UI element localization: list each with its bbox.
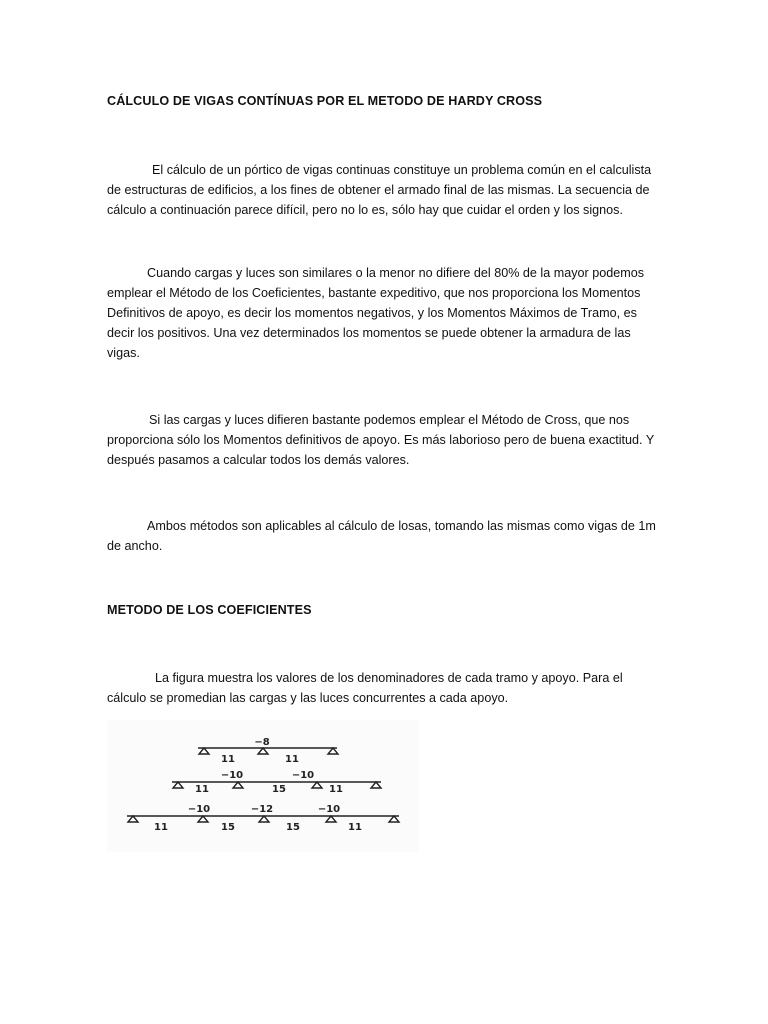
support-value: −10 bbox=[317, 804, 341, 815]
paragraph-line: Ambos métodos son aplicables al cálculo de losas, tomando las mismas como vigas de 1m bbox=[147, 519, 656, 533]
paragraph-line: El cálculo de un pórtico de vigas continuas constituye un problema común en el calculista bbox=[152, 163, 652, 177]
support-icon bbox=[371, 782, 381, 788]
paragraph-line: vigas. bbox=[107, 346, 140, 360]
support-value: −10 bbox=[291, 770, 315, 781]
support-icon bbox=[258, 748, 268, 754]
span-value: 11 bbox=[348, 822, 362, 833]
span-value: 11 bbox=[154, 822, 168, 833]
span-value: 15 bbox=[272, 784, 286, 795]
support-icon bbox=[259, 816, 269, 822]
span-value: 11 bbox=[221, 754, 235, 765]
paragraph-line: decir los positivos. Una vez determinados los momentos se puede obtener la armadura de las bbox=[107, 326, 631, 340]
support-icon bbox=[312, 782, 322, 788]
coefficients-figure bbox=[107, 720, 419, 852]
paragraph-line: cálculo a continuación parece difícil, pero no lo es, sólo hay que cuidar el orden y los signos. bbox=[107, 203, 623, 217]
support-value: −8 bbox=[254, 737, 270, 748]
support-value: −10 bbox=[187, 804, 211, 815]
paragraph-line: Si las cargas y luces difieren bastante podemos emplear el Método de Cross, que nos bbox=[149, 413, 630, 427]
support-icon bbox=[199, 748, 209, 754]
paragraph-losas bbox=[107, 516, 659, 556]
support-icon bbox=[198, 816, 208, 822]
paragraph-line: Definitivos de apoyo, es decir los momentos negativos, y los Momentos Máximos de Tramo, es bbox=[107, 306, 637, 320]
support-icon bbox=[326, 816, 336, 822]
span-value: 11 bbox=[285, 754, 299, 765]
support-icon bbox=[389, 816, 399, 822]
paragraph-line: cálculo se promedian las cargas y las luces concurrentes a cada apoyo. bbox=[107, 691, 509, 705]
span-value: 15 bbox=[221, 822, 235, 833]
paragraph-cross bbox=[107, 410, 659, 470]
paragraph-line: emplear el Método de los Coeficientes, bastante expeditivo, que nos proporciona los Momentos bbox=[107, 286, 641, 300]
paragraph-line: de ancho. bbox=[107, 539, 163, 553]
paragraph-coefficients bbox=[107, 263, 659, 363]
paragraph-line: después pasamos a calcular todos los demás valores. bbox=[107, 453, 410, 467]
coefficients-diagram bbox=[107, 720, 419, 852]
paragraph-line: proporciona sólo los Momentos definitivos de apoyo. Es más laborioso pero de buena exactitud. Y bbox=[107, 433, 655, 447]
support-value: −10 bbox=[220, 770, 244, 781]
paragraph-figure-intro bbox=[107, 668, 659, 708]
paragraph-line: de estructuras de edificios, a los fines de obtener el armado final de las mismas. La secuencia de bbox=[107, 183, 650, 197]
span-value: 11 bbox=[195, 784, 209, 795]
paragraph-line: La figura muestra los valores de los denominadores de cada tramo y apoyo. Para el bbox=[155, 671, 623, 685]
support-icon bbox=[233, 782, 243, 788]
support-icon bbox=[328, 748, 338, 754]
support-icon bbox=[128, 816, 138, 822]
support-icon bbox=[173, 782, 183, 788]
span-value: 15 bbox=[286, 822, 300, 833]
paragraph-intro bbox=[107, 160, 659, 220]
span-value: 11 bbox=[329, 784, 343, 795]
paragraph-line: Cuando cargas y luces son similares o la menor no difiere del 80% de la mayor podemos bbox=[147, 266, 645, 280]
document-title: CÁLCULO DE VIGAS CONTÍNUAS POR EL METODO DE HARDY CROSS bbox=[107, 94, 543, 108]
section-heading: METODO DE LOS COEFICIENTES bbox=[107, 603, 312, 617]
support-value: −12 bbox=[250, 804, 274, 815]
